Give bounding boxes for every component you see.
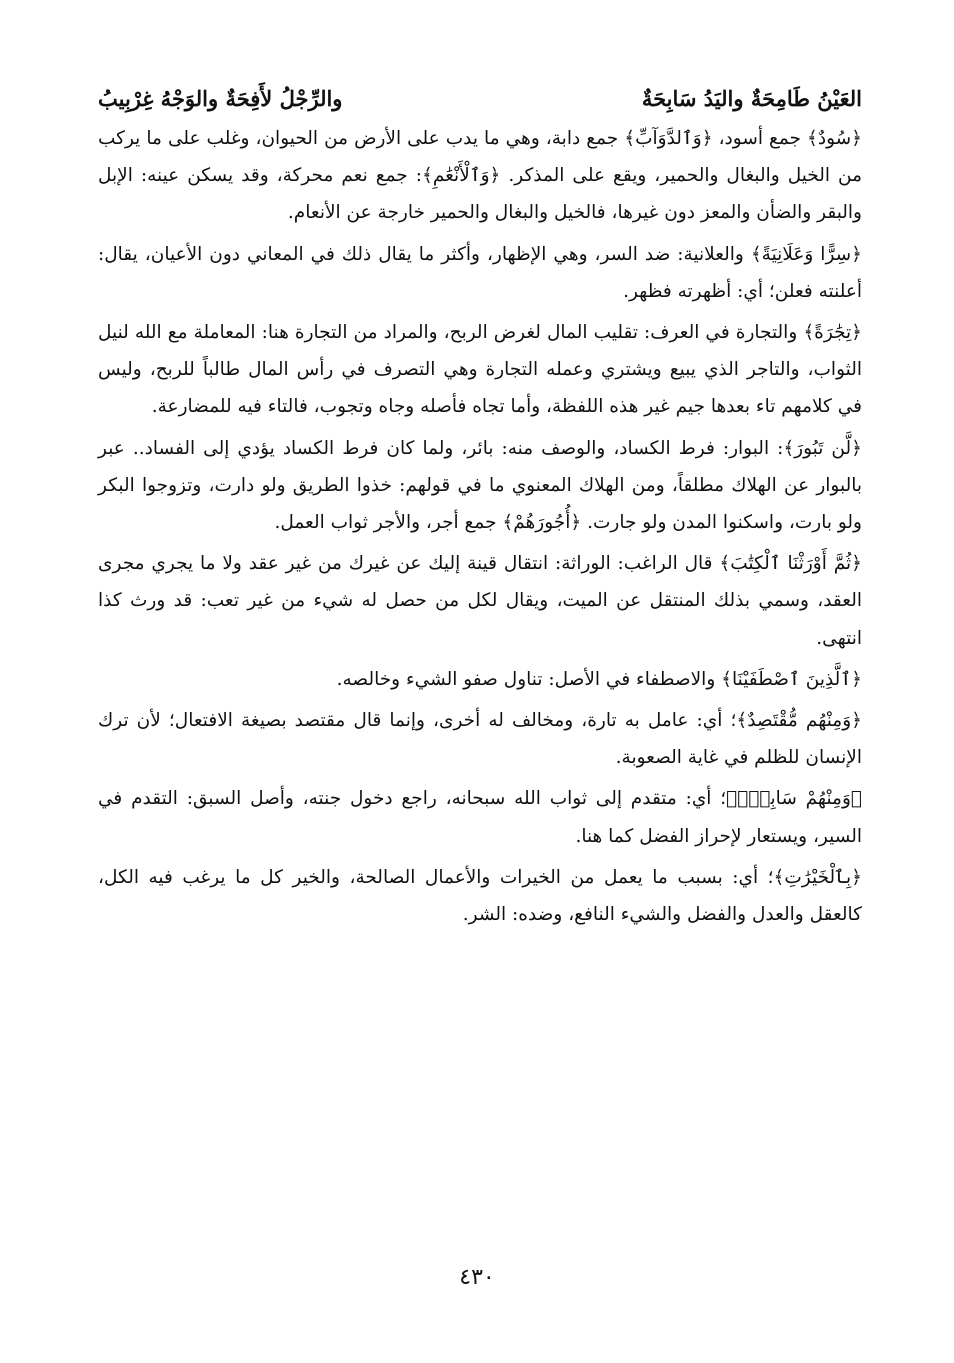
- page-content: [98, 80, 862, 937]
- paragraph-tijara: ﴿تِجَٰرَةً﴾ والتجارة في العرف: تقليب المال لغرض الربح، والمراد من التجارة هنا: المعاملة مع الله لنيل الثواب، والتاجر الذي يبيع ويشتري وعمله التجارة وهي التصرف في رأس المال طالباً للربح، وليس في كلامهم تاء بعدها جيم غير هذه اللفظة، وأما تجاه فأصله وجاه وتجوب، فالتاء فيه للمضارعة.: [98, 322, 862, 418]
- paragraph-sirran: ﴿سِرًّا وَعَلَانِيَةً﴾ والعلانية: ضد السر، وهي الإظهار، وأكثر ما يقال ذلك في المعاني دون الأعيان، يقال: أعلنته فعلن؛ أي: أظهرته فظهر.: [98, 243, 862, 302]
- paragraph-istafayna: ﴿ٱلَّذِينَ ٱصْطَفَيْنَا﴾ والاصطفاء في الأصل: تناول صفو الشيء وخالصه.: [336, 668, 862, 690]
- paragraph-khayrat: ﴿بِٱلْخَيْرَٰتِ﴾؛ أي: بسبب ما يعمل من الخيرات والأعمال الصالحة، والخير كل ما يرغب فيه الكل، كالعقل والعدل والفضل والشيء النافع، وضده: الشر.: [98, 866, 862, 926]
- page-number: ٤٣٠: [459, 1265, 495, 1290]
- paragraph-lan-tabur: ﴿لَّن تَبُورَ﴾: البوار: فرط الكساد، والوصف منه: بائر، ولما كان فرط الكساد يؤدي إلى الفساد.. عبر بالبوار عن الهلاك مطلقاً، ومن الهلاك المعنوي ما في قولهم: خذوا الطريق ولو دارت، وتزوجوا البكر ولو بارت، واسكنوا المدن ولو جارت. ﴿أُجُورَهُمْ﴾ جمع أجر، والأجر ثواب العمل.: [98, 437, 862, 534]
- verse-second-hemistich: والرِّجْلُ لأَفِحَةٌ والوَجْهُ غِرْبِيبُ: [98, 86, 343, 111]
- paragraph-sud: ﴿سُودٌ﴾ جمع أسود، ﴿وَٱلدَّوَآبِّ﴾ جمع دابة، وهي ما يدب على الأرض من الحيوان، وغلب على ما يركب من الخيل والبغال والحمير، ويقع على المذكر. ﴿وَٱلْأَنْعَٰمِ﴾: جمع نعم محركة، وقد يسكن عينه: الإبل والبقر والضأن والمعز دون غيرها، فالخيل والبغال والحمير خارجة عن الأنعام.: [98, 128, 862, 224]
- paragraph-awrathna: ﴿ثُمَّ أَوْرَثْنَا ٱلْكِتَٰبَ﴾ قال الراغب: الوراثة: انتقال قينة إليك عن غيرك من غير عقد ولا ما يجري مجرى العقد، وسمي بذلك المنتقل عن الميت، ويقال لكل من حصل له شيء من غير تعب: قد ورث كذا انتهى.: [98, 553, 862, 649]
- paragraph-sabiq: ﴿وَمِنْهُمْ سَابِقٌۢ﴾؛ أي: متقدم إلى ثواب الله سبحانه، راجع دخول جنته، وأصل السبق: التقدم في السير، ويستعار لإحراز الفضل كما هنا.: [98, 788, 862, 847]
- poetry-verse: [98, 80, 862, 118]
- paragraph-muqtasid: ﴿وَمِنْهُم مُّقْتَصِدٌ﴾؛ أي: عامل به تارة، ومخالف له أخرى، وإنما قال مقتصد بصيغة الافتعال؛ لأن ترك الإنسان للظلم في غاية الصعوبة.: [98, 710, 862, 769]
- verse-first-hemistich: العَيْنُ طَامِحَةٌ واليَدُ سَابِحَةٌ: [641, 86, 862, 111]
